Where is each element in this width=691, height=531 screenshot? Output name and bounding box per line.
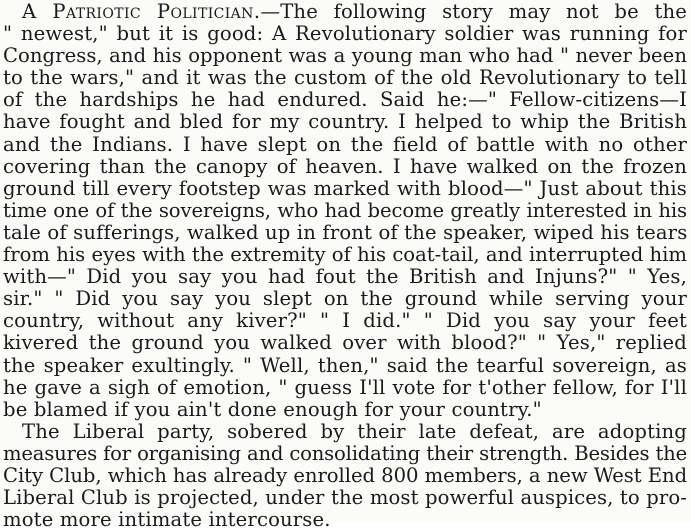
text-line: mote more intimate intercourse. <box>3 508 331 531</box>
article-column <box>3 1 687 531</box>
text-line: of the hardships he had endured. Said he:—" Fellow-citizens—I <box>3 88 687 112</box>
article-heading: A Patriotic Politician. <box>22 0 261 23</box>
text-line: ground till every footstep was marked with blood—" Just about this <box>3 176 687 200</box>
text-line: with—" Did you say you had fout the British and Injuns?" " Yes, <box>3 265 687 289</box>
text-line: measures for organising and consolidating their strength. Besides the <box>3 441 687 465</box>
text-line: and the Indians. I have slept on the field of battle with no other <box>3 132 687 156</box>
text-line: covering than the canopy of heaven. I have walked on the frozen <box>3 154 687 178</box>
text-line: have fought and bled for my country. I helped to whip the British <box>3 110 687 134</box>
text-line: Liberal Club is projected, under the most powerful auspices, to pro- <box>3 486 687 510</box>
paragraph-patriotic-politician <box>3 1 687 421</box>
text-line: from his eyes with the extremity of his coat-tail, and interrupted him <box>3 243 687 267</box>
text-line: kivered the ground you walked over with blood?" " Yes," replied <box>3 331 687 355</box>
text-line: the speaker exultingly. " Well, then," said the tearful sovereign, as <box>3 353 687 377</box>
text-line: tale of sufferings, walked up in front of the speaker, wiped his tears <box>3 220 688 244</box>
text-line: sir." " Did you say you slept on the ground while serving your <box>3 287 687 311</box>
text-line <box>3 1 687 23</box>
text-line-fragment: —The following story may not be the <box>260 0 687 23</box>
text-line: " newest," but it is good: A Revolutionary soldier was running for <box>3 22 687 46</box>
text-line: country, without any kiver?" " I did." " Did you say your feet <box>3 309 687 333</box>
text-line: be blamed if you ain't done enough for your country." <box>3 397 542 421</box>
text-line: Congress, and his opponent was a young man who had " never been <box>3 44 687 68</box>
text-line: to the wars," and it was the custom of the old Revolutionary to tell <box>3 66 687 90</box>
text-line: time one of the sovereigns, who had become greatly interested in his <box>3 198 687 222</box>
text-line: he gave a sigh of emotion, " guess I'll vote for t'other fellow, for I'll <box>3 375 687 399</box>
text-line: City Club, which has already enrolled 800 members, a new West End <box>3 463 688 487</box>
paragraph-liberal-party <box>3 421 687 531</box>
text-line: The Liberal party, sobered by their late defeat, are adopting <box>22 419 687 443</box>
